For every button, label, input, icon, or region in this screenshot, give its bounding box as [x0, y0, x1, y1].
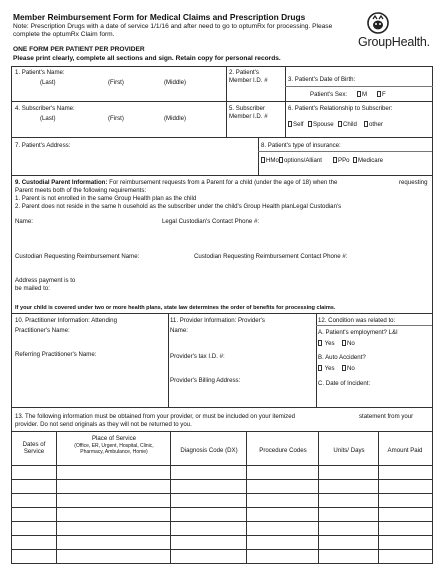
print-clearly-notice: Please print clearly, complete all sections and sign. Retain copy for personal records.: [13, 55, 281, 62]
patient-address-label: 7. Patient's Address:: [15, 142, 71, 149]
reimbursement-name-label: Custodian Requesting Reimbursement Name:: [15, 253, 140, 260]
employment-yes-label: Yes: [324, 340, 335, 347]
insurance-type-label: 8. Patient's type of insurance:: [261, 142, 341, 149]
coverage-note: If your child is covered under two or more health plans, state law determines the order of benefits for processing claims.: [15, 305, 336, 311]
sex-m-label: M: [362, 91, 368, 98]
custodial-line1: [15, 179, 337, 186]
subscriber-middle-label: (Middle): [164, 115, 187, 122]
col-diagnosis-code: Diagnosis Code (DX): [180, 447, 238, 454]
relationship-self-label: Self: [293, 121, 304, 128]
insurance-medicare-label: Medicare: [358, 157, 384, 164]
provider-info-line2: Name:: [170, 327, 188, 334]
provider-billing-label: Provider's Billing Address:: [170, 377, 241, 384]
auto-yes-checkbox[interactable]: [318, 365, 335, 372]
relationship-label: 6. Patient's Relationship to Subscriber:: [288, 105, 393, 112]
insurance-options-label: options/Alliant: [284, 157, 322, 164]
custodian-name-label: Name:: [15, 218, 33, 225]
insurance-ppo-label: PPo: [338, 157, 350, 164]
sex-m-checkbox[interactable]: [357, 91, 367, 98]
table-row[interactable]: [12, 493, 432, 494]
col-amount-paid: Amount Paid: [387, 447, 423, 454]
patient-last-label: (Last): [40, 79, 56, 86]
insurance-ppo-checkbox[interactable]: [333, 157, 350, 164]
s13-line2: provider. Do not send originals as they will not be returned to you.: [15, 421, 192, 428]
relationship-self-checkbox[interactable]: [288, 121, 304, 128]
grouphealth-logo-icon: [367, 11, 389, 35]
col-units-days: Units/ Days: [333, 447, 365, 454]
sex-f-label: F: [382, 91, 386, 98]
practitioner-info-line1: 10. Practitioner Information: Attending: [15, 317, 117, 324]
auto-yes-label: Yes: [324, 365, 335, 372]
patient-name-label: 1. Patient's Name:: [15, 69, 65, 76]
col-place-of-service: Place of Service: [91, 435, 137, 442]
referring-practitioner-label: Referring Practitioner's Name:: [15, 351, 97, 358]
custodial-requirement-2: 2. Parent does not reside in the same h ousehold as the subscriber under the child's Group Health planLegal Custodian's: [15, 203, 342, 210]
grouphealth-logo-text: GroupHealth.: [358, 35, 430, 49]
patient-first-label: (First): [108, 79, 124, 86]
practitioner-info-line2: Practitioner's Name:: [15, 327, 70, 334]
auto-no-label: No: [347, 365, 355, 372]
custodial-title: 9. Custodial Parent Information:: [15, 179, 108, 186]
col-procedure-codes: Procedure Codes: [259, 447, 307, 454]
one-form-notice: ONE FORM PER PATIENT PER PROVIDER: [13, 46, 145, 53]
table-row[interactable]: [12, 535, 432, 536]
patient-dob-label: 3. Patient's Date of Birth:: [288, 76, 356, 83]
sex-f-checkbox[interactable]: [377, 91, 386, 98]
subscriber-first-label: (First): [108, 115, 124, 122]
reimbursement-phone-label: Custodian Requesting Reimbursement Contact Phone #:: [194, 253, 348, 260]
table-row[interactable]: [12, 549, 432, 550]
insurance-hmo-label: HMo: [266, 157, 279, 164]
insurance-hmo-checkbox[interactable]: [261, 157, 279, 164]
relationship-other-label: other: [369, 121, 383, 128]
insurance-medicare-checkbox[interactable]: [353, 157, 383, 164]
insurance-options-checkbox[interactable]: [279, 157, 322, 164]
custodial-requirement-1: 1. Parent is not enrolled in the same Group Health plan as the child: [15, 195, 197, 202]
form-title: Member Reimbursement Form for Medical Claims and Prescription Drugs: [13, 12, 306, 22]
relationship-other-checkbox[interactable]: [364, 121, 383, 128]
relationship-child-label: Child: [343, 121, 357, 128]
date-of-incident-label: C. Date of Incident:: [318, 380, 371, 387]
employment-no-label: No: [347, 340, 355, 347]
table-row[interactable]: [12, 479, 432, 480]
relationship-spouse-label: Spouse: [313, 121, 334, 128]
form-note: Note: Prescription Drugs with a date of service 1/1/16 and after need to go to optumRx for processing. Please complete the optumRx Claim form.: [13, 23, 333, 39]
employment-yes-checkbox[interactable]: [318, 340, 335, 347]
condition-auto-label: B. Auto Accident?: [318, 354, 366, 361]
provider-tax-id-label: Provider's tax I.D. #:: [170, 353, 225, 360]
col-dates-of-service: Dates of Service: [22, 441, 46, 456]
relationship-child-checkbox[interactable]: [338, 121, 357, 128]
custodial-requesting: requesting: [399, 179, 428, 186]
reimbursement-form: [11, 66, 433, 564]
table-row[interactable]: [12, 507, 432, 508]
relationship-spouse-checkbox[interactable]: [308, 121, 334, 128]
condition-employment-label: A. Patient's employment? L&I: [318, 329, 398, 336]
custodial-line2: Parent meets both of the following requirements:: [15, 187, 147, 194]
employment-no-checkbox[interactable]: [342, 340, 355, 347]
patient-middle-label: (Middle): [164, 79, 187, 86]
auto-no-checkbox[interactable]: [342, 365, 355, 372]
condition-title: 12. Condition was related to:: [318, 317, 396, 324]
custodian-phone-label: Legal Custodian's Contact Phone #:: [162, 218, 260, 225]
subscriber-member-id-label: 5. Subscriber Member I.D. #: [229, 105, 268, 120]
table-row[interactable]: [12, 521, 432, 522]
subscriber-name-label: 4. Subscriber's Name:: [15, 105, 75, 112]
custodial-intro: For reimbursement requests from a Parent for a child (under the age of 18) when the: [107, 179, 338, 186]
patient-sex-label: Patient's Sex:: [310, 91, 348, 98]
s13-line1: 13. The following information must be obtained from your provider, or must be included on your itemized: [15, 413, 296, 420]
address-payment-label-2: be mailed to:: [15, 285, 50, 292]
subscriber-last-label: (Last): [40, 115, 56, 122]
address-payment-label-1: Address payment is to: [15, 277, 76, 284]
col-place-of-service-sub: (Office, ER, Urgent, Hospital, Clinic, Pharmacy, Ambulance, Home): [74, 443, 154, 455]
provider-info-line1: 11. Provider Information: Provider's: [170, 317, 265, 324]
s13-line1-end: statement from your: [359, 413, 414, 420]
patient-member-id-label: 2. Patient's Member I.D. #: [229, 69, 268, 84]
